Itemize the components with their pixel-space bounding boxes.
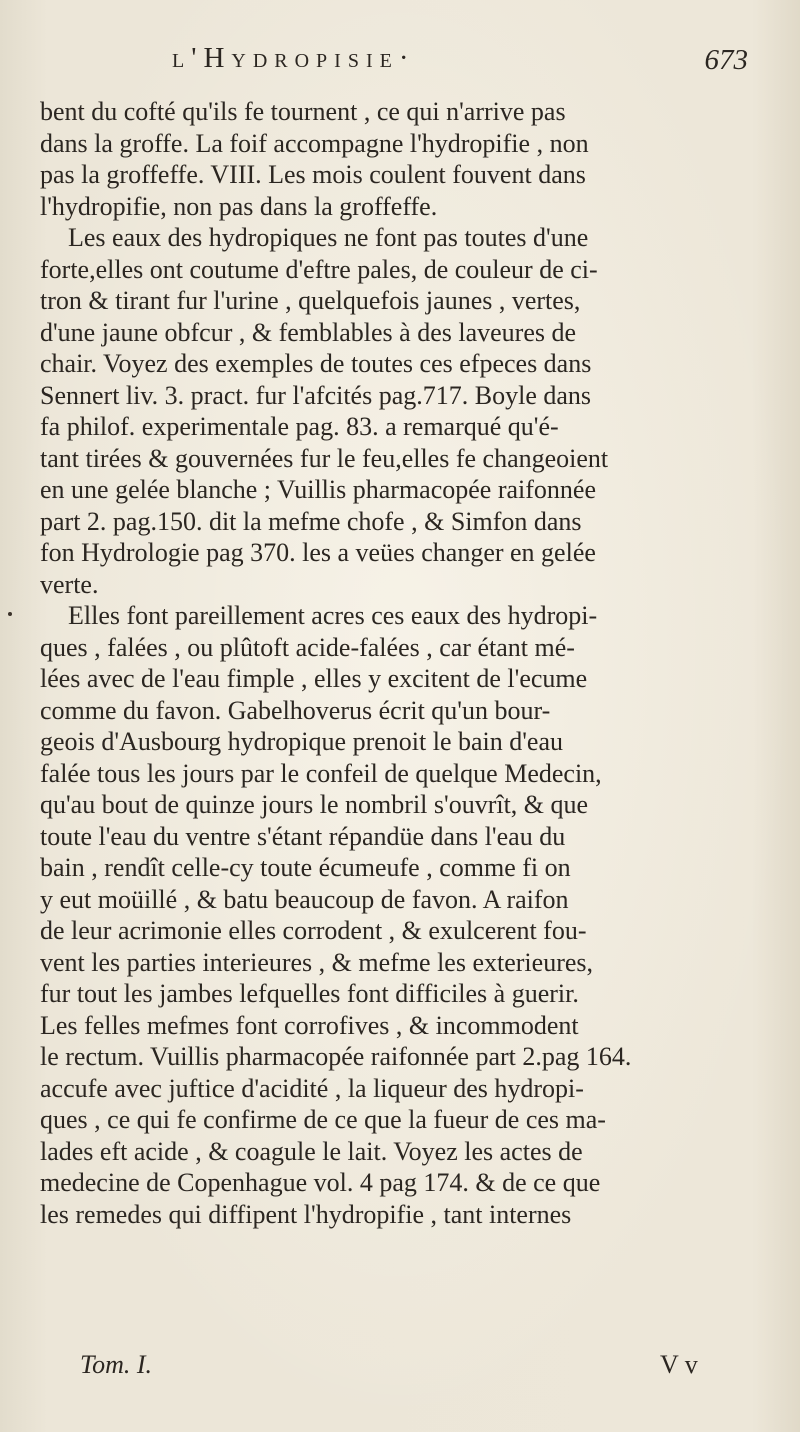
text-line: geois d'Ausbourg hydropique prenoit le bain d'eau (40, 727, 564, 756)
text-line: chair. Voyez des exemples de toutes ces efpeces dans (40, 349, 592, 378)
running-title: l'Hydropisie· (172, 42, 416, 74)
text-line: accufe avec juftice d'acidité , la liqueur des hydropi- (40, 1073, 584, 1103)
body-text (40, 96, 792, 1230)
text-line: le rectum. Vuillis pharmacopée raifonnée part 2.pag 164. (40, 1042, 632, 1071)
text-line: Sennert liv. 3. pract. fur l'afcités pag.717. Boyle dans (40, 380, 592, 410)
text-line: fa philof. experimentale pag. 83. a remarqué qu'é- (40, 412, 559, 441)
margin-mark (8, 612, 12, 616)
text-line: tron & tirant fur l'urine , quelquefois jaunes , vertes, (40, 286, 581, 315)
text-line: toute l'eau du ventre s'étant répandüe dans l'eau du (40, 821, 566, 851)
text-line: lées avec de l'eau fimple , elles y excitent de l'ecume (40, 664, 588, 693)
text-line: verte. (40, 569, 99, 599)
text-line: les remedes qui diffipent l'hydropifie , tant internes (40, 1199, 572, 1229)
text-line: bain , rendît celle-cy toute écumeufe , comme fi on (40, 853, 571, 882)
paragraph-start: Elles font pareillement acres ces eaux des hydropi- (68, 601, 598, 630)
text-line: dans la groffe. La foif accompagne l'hydropifie , non (40, 128, 589, 158)
text-line: ques , falées , ou plûtoft acide-falées , car étant mé- (40, 632, 575, 662)
text-line: comme du favon. Gabelhoverus écrit qu'un bour- (40, 695, 551, 725)
text-line: fur tout les jambes lefquelles font difficiles à guerir. (40, 979, 579, 1008)
running-head (0, 42, 800, 92)
text-line: lades eft acide , & coagule le lait. Voyez les actes de (40, 1136, 583, 1166)
text-line: Les felles mefmes font corrofives , & incommodent (40, 1010, 579, 1040)
text-line: de leur acrimonie elles corrodent , & exulcerent fou- (40, 916, 587, 945)
page-number: 673 (704, 44, 748, 76)
text-line: l'hydropifie, non pas dans la groffeffe. (40, 191, 438, 221)
volume-signature: Tom. I. (80, 1350, 153, 1379)
text-line: part 2. pag.150. dit la mefme chofe , & Simfon dans (40, 506, 582, 536)
text-line: y eut moüillé , & batu beaucoup de favon. A raifon (40, 884, 569, 914)
text-line: pas la groffeffe. VIII. Les mois coulent fouvent dans (40, 160, 586, 189)
page-footer (0, 1350, 800, 1386)
text-line: ques , ce qui fe confirme de ce que la fueur de ces ma- (40, 1105, 606, 1134)
gathering-mark: V v (660, 1350, 698, 1379)
text-line: qu'au bout de quinze jours le nombril s'ouvrît, & que (40, 790, 589, 819)
text-line: d'une jaune obfcur , & femblables à des laveures de (40, 317, 577, 347)
text-line: en une gelée blanche ; Vuillis pharmacopée raifonnée (40, 475, 596, 504)
text-line: medecine de Copenhague vol. 4 pag 174. & de ce que (40, 1168, 601, 1197)
text-line: forte,elles ont coutume d'eftre pales, de couleur de ci- (40, 254, 598, 284)
text-line: falée tous les jours par le confeil de quelque Medecin, (40, 758, 602, 788)
text-line: fon Hydrologie pag 370. les a veües changer en gelée (40, 538, 596, 567)
text-line: bent du cofté qu'ils fe tournent , ce qui n'arrive pas (40, 97, 566, 126)
text-line: tant tirées & gouvernées fur le feu,elles fe changeoient (40, 443, 609, 473)
text-line: vent les parties interieures , & mefme les exterieures, (40, 947, 594, 977)
paragraph-start: Les eaux des hydropiques ne font pas toutes d'une (68, 223, 589, 252)
